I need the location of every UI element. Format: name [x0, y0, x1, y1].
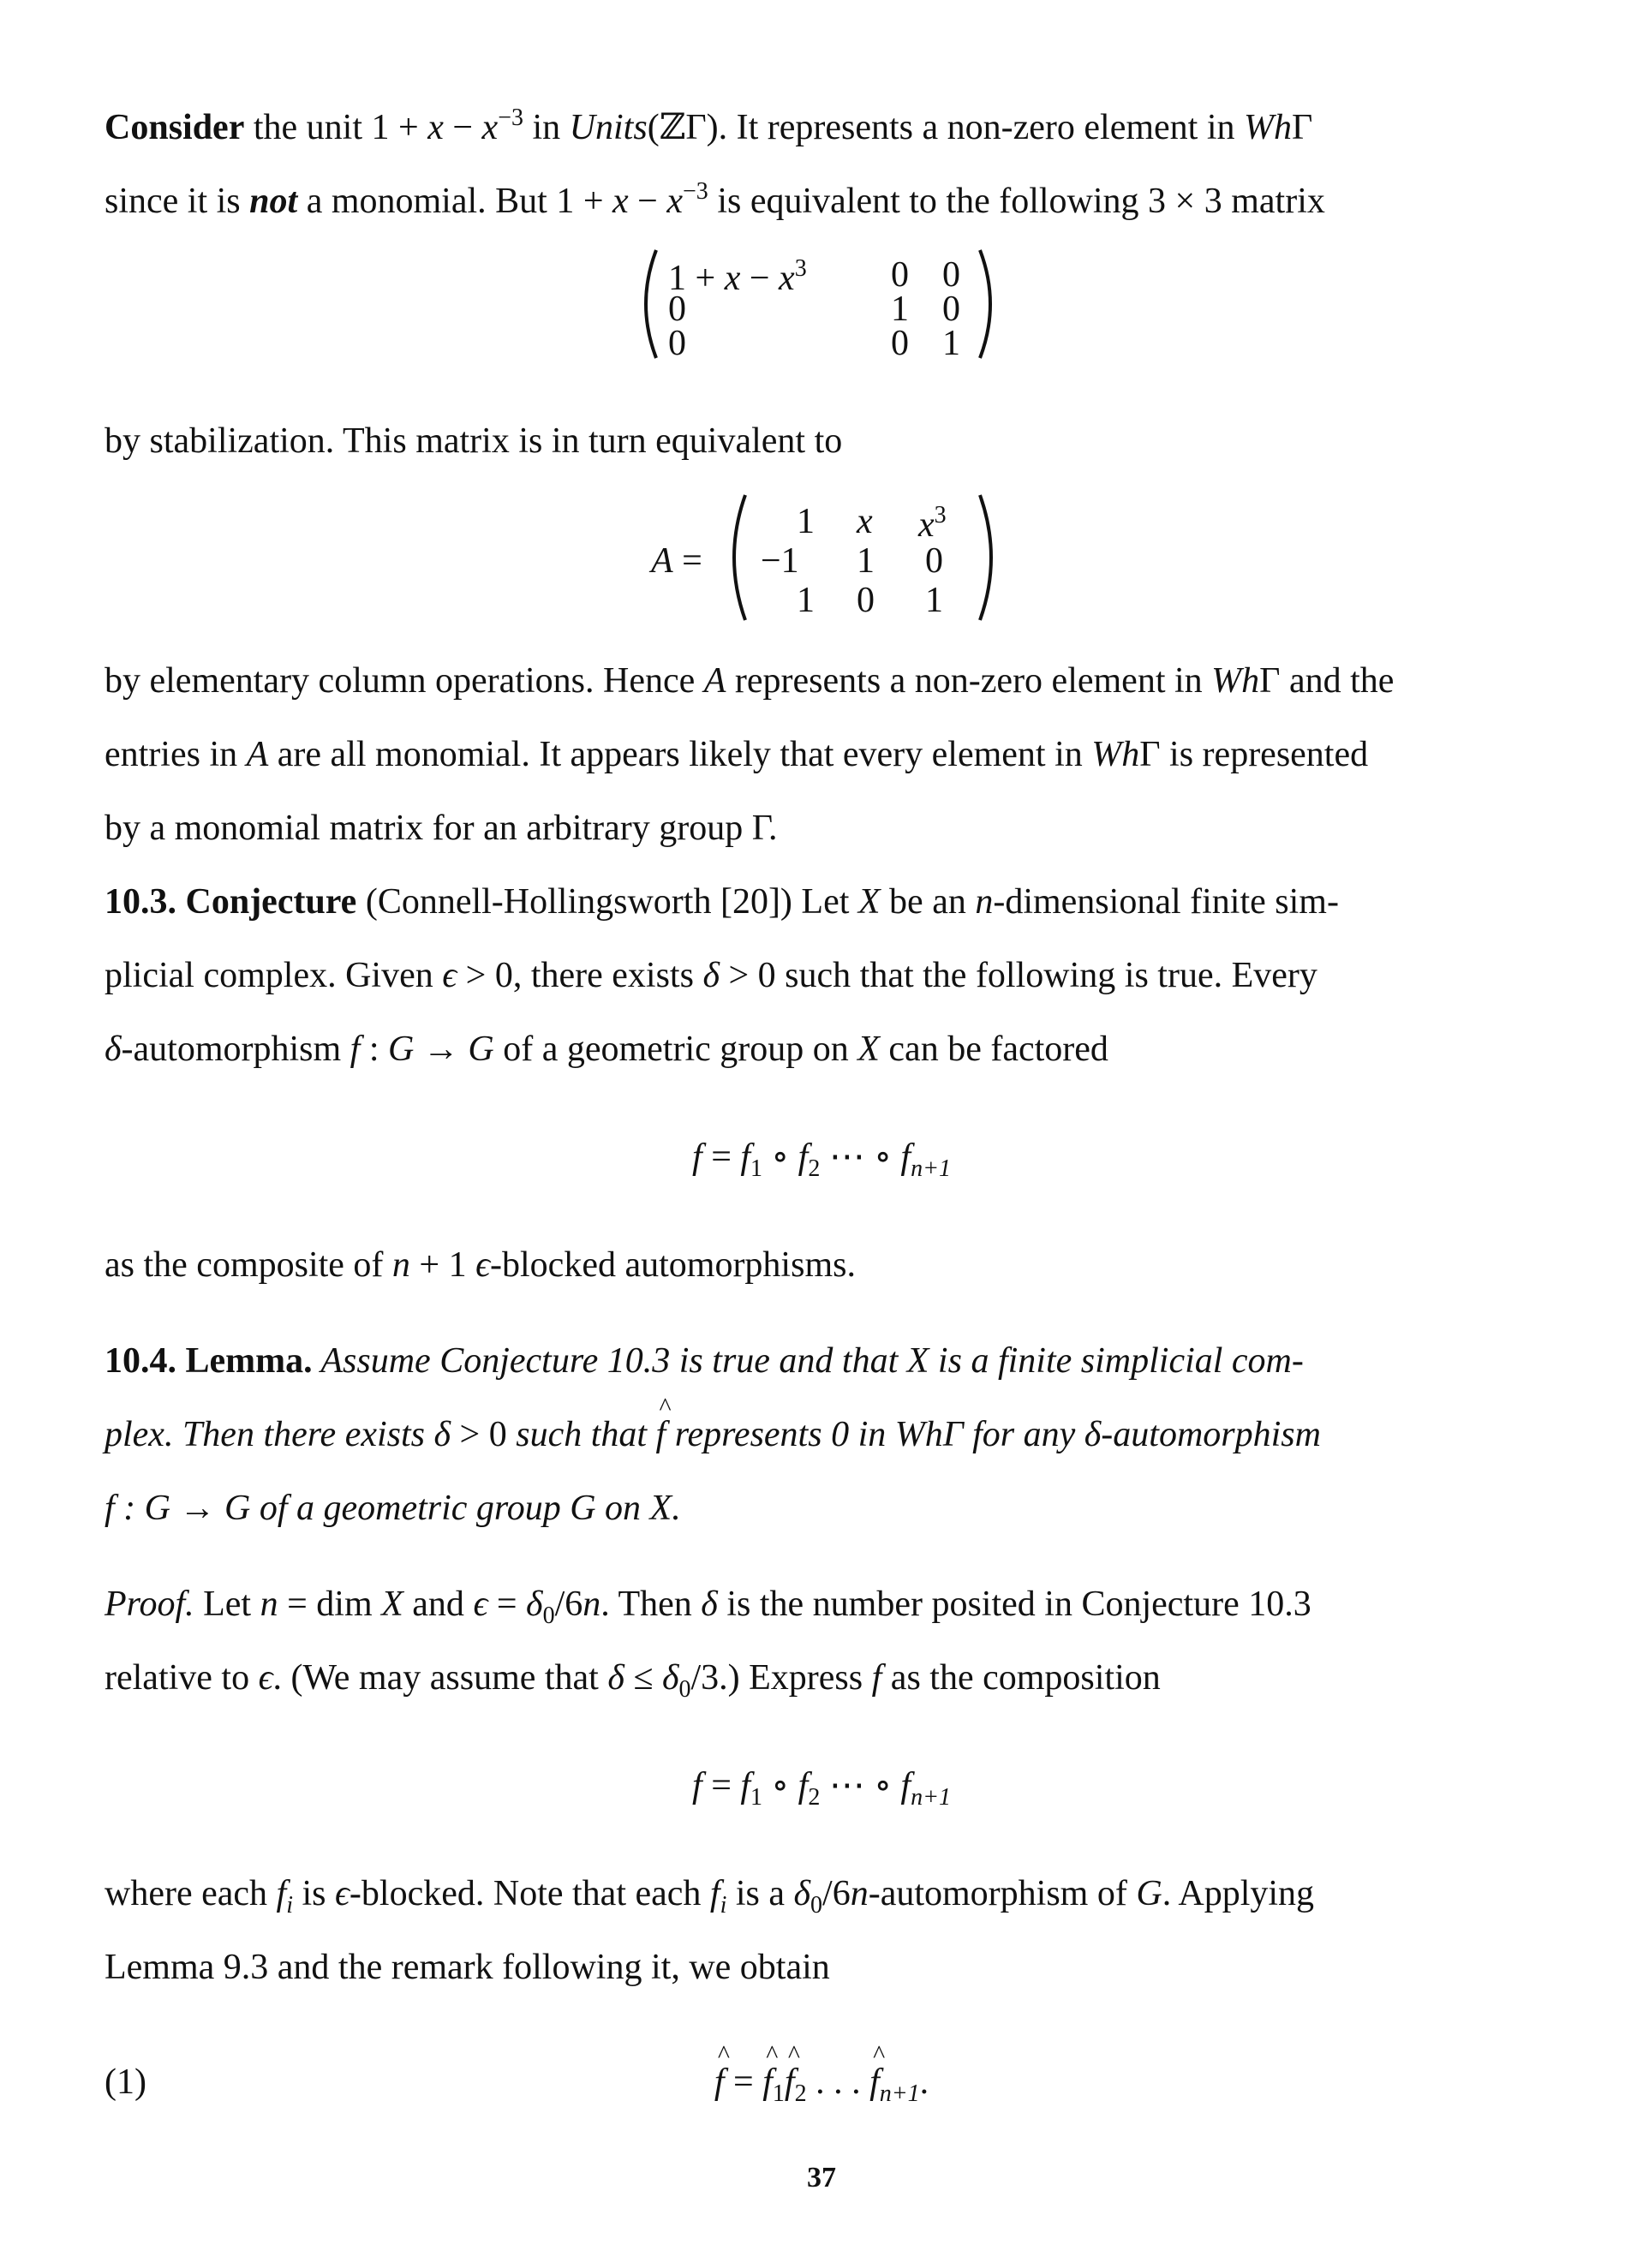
- wh-label: Wh: [1244, 108, 1293, 147]
- text: −: [443, 108, 482, 147]
- paragraph-1-line-2: [105, 180, 1325, 219]
- matrix-2-r3c2: 0: [857, 581, 875, 620]
- matrix-1-r3c1: 0: [668, 324, 686, 363]
- text: is equivalent to the following 3 × 3 matrix: [708, 182, 1325, 221]
- proof-equation-2: ^ f = ^ $f_1\^{}$ $f_2$ . . . ^ $f_{n+1}$.: [0, 2064, 1643, 2106]
- matrix-1-r2c1: 0: [668, 289, 686, 329]
- proof-line-1: Proof. Let n = dim X and $\epsilon = \delta_0/6n$. Then δ is the number posited in Conjecture 10.3: [105, 1585, 1311, 1629]
- matrix-2-r2c3: 0: [925, 541, 943, 581]
- paragraph-2: by stabilization. This matrix is in turn equivalent to: [105, 421, 843, 461]
- f-hat: ^ f: [656, 1417, 666, 1453]
- proof-label: Proof.: [105, 1585, 194, 1624]
- right-paren: [980, 495, 991, 620]
- matrix-1-r1c2: 0: [891, 255, 909, 295]
- proof-line-3: where each $f_i$ is ϵ-blocked. Note that each $f_i$ is a $\delta_0/6n$-automorphism of G. Applying: [105, 1874, 1315, 1919]
- lemma-line-3: f : G → G of a geometric group G on X.: [105, 1489, 681, 1528]
- matrix-1-r1c1: $1 + x - x^3$: [668, 255, 807, 298]
- proof-line-4: Lemma 9.3 and the remark following it, we obtain: [105, 1948, 830, 1987]
- left-paren: [734, 495, 745, 620]
- equation-number-1: (1): [105, 2062, 146, 2102]
- units-label: Units: [569, 108, 648, 147]
- emphasis-not: not: [249, 182, 298, 221]
- text: (ℤΓ). It represents a non-zero element in: [647, 108, 1245, 147]
- matrix-1-r3c3: 1: [942, 324, 960, 363]
- right-paren: [980, 250, 990, 358]
- word-consider: Consider: [105, 108, 245, 147]
- conjecture-number: 10.3.: [105, 882, 176, 922]
- exponent: −3: [683, 178, 708, 205]
- var-x: x: [666, 182, 684, 221]
- var-x: x: [427, 108, 444, 147]
- text: Γ: [1292, 108, 1313, 147]
- page-number: 37: [807, 2162, 836, 2193]
- lemma-number: 10.4.: [105, 1341, 176, 1381]
- paragraph-3-line-3: by a monomial matrix for an arbitrary group Γ.: [105, 809, 778, 848]
- conjecture-line-1: 10.3. Conjecture (Connell-Hollingsworth [20]) Let X be an n-dimensional finite sim-: [105, 882, 1339, 922]
- matrix-2: [651, 493, 1011, 622]
- conjecture-line-2: plicial complex. Given ϵ > 0, there exists δ > 0 such that the following is true. Every: [105, 956, 1317, 995]
- matrix-2-r1c3: $x^3$: [918, 502, 947, 545]
- matrix-1-r2c3: 0: [942, 289, 960, 329]
- text: since it is: [105, 182, 250, 221]
- conjecture-line-3: δ-automorphism f : G → G of a geometric group on X can be factored: [105, 1030, 1108, 1069]
- lemma-line-2: plex. Then there exists δ > 0 such that ^ f represents 0 in WhΓ for any δ-automorphism: [105, 1417, 1321, 1453]
- proof-equation-1: $f = f_1$ ∘ $f_2$ ⋯ ∘ $f_{n+1}$: [692, 1766, 951, 1811]
- conjecture-title: Conjecture: [185, 882, 357, 922]
- matrix-2-r3c3: 1: [925, 581, 943, 620]
- text: the unit 1 +: [253, 108, 428, 147]
- paragraph-3-line-2: entries in A are all monomial. It appears likely that every element in WhΓ is represented: [105, 735, 1369, 774]
- var-x: x: [481, 108, 499, 147]
- text: −: [628, 182, 667, 221]
- conjecture-line-4: as the composite of n + 1 ϵ-blocked automorphisms.: [105, 1245, 856, 1285]
- matrix-1-r1c3: 0: [942, 255, 960, 295]
- matrix-2-r2c2: 1: [857, 541, 875, 581]
- matrix-2-brackets: [651, 493, 1011, 622]
- conjecture-equation: $f = f_1$ ∘ $f_2$ ⋯ ∘ $f_{n+1}$: [692, 1137, 951, 1182]
- matrix-1: [634, 248, 1011, 363]
- lemma-line-1: 10.4. Lemma. Assume Conjecture 10.3 is true and that X is a finite simplicial com-: [105, 1341, 1304, 1381]
- paragraph-3-line-1: by elementary column operations. Hence A represents a non-zero element in WhΓ and the: [105, 661, 1395, 701]
- lemma-title: Lemma.: [185, 1341, 313, 1381]
- matrix-2-label: A =: [651, 541, 702, 581]
- matrix-2-r1c2: x: [857, 502, 873, 541]
- text: in: [523, 108, 570, 147]
- var-x: x: [612, 182, 629, 221]
- paragraph-1-line-1: [105, 106, 1312, 146]
- matrix-2-r2c1: −1: [761, 541, 799, 581]
- matrix-1-r3c2: 0: [891, 324, 909, 363]
- matrix-2-r1c1: 1: [797, 502, 815, 541]
- left-paren: [646, 250, 656, 358]
- proof-line-2: relative to ϵ. (We may assume that $\delta \le \delta_0/3$.) Express f as the composition: [105, 1658, 1161, 1703]
- text: a monomial. But 1 +: [297, 182, 613, 221]
- matrix-1-r2c2: 1: [891, 289, 909, 329]
- exponent: −3: [498, 104, 523, 131]
- matrix-2-r3c1: 1: [797, 581, 815, 620]
